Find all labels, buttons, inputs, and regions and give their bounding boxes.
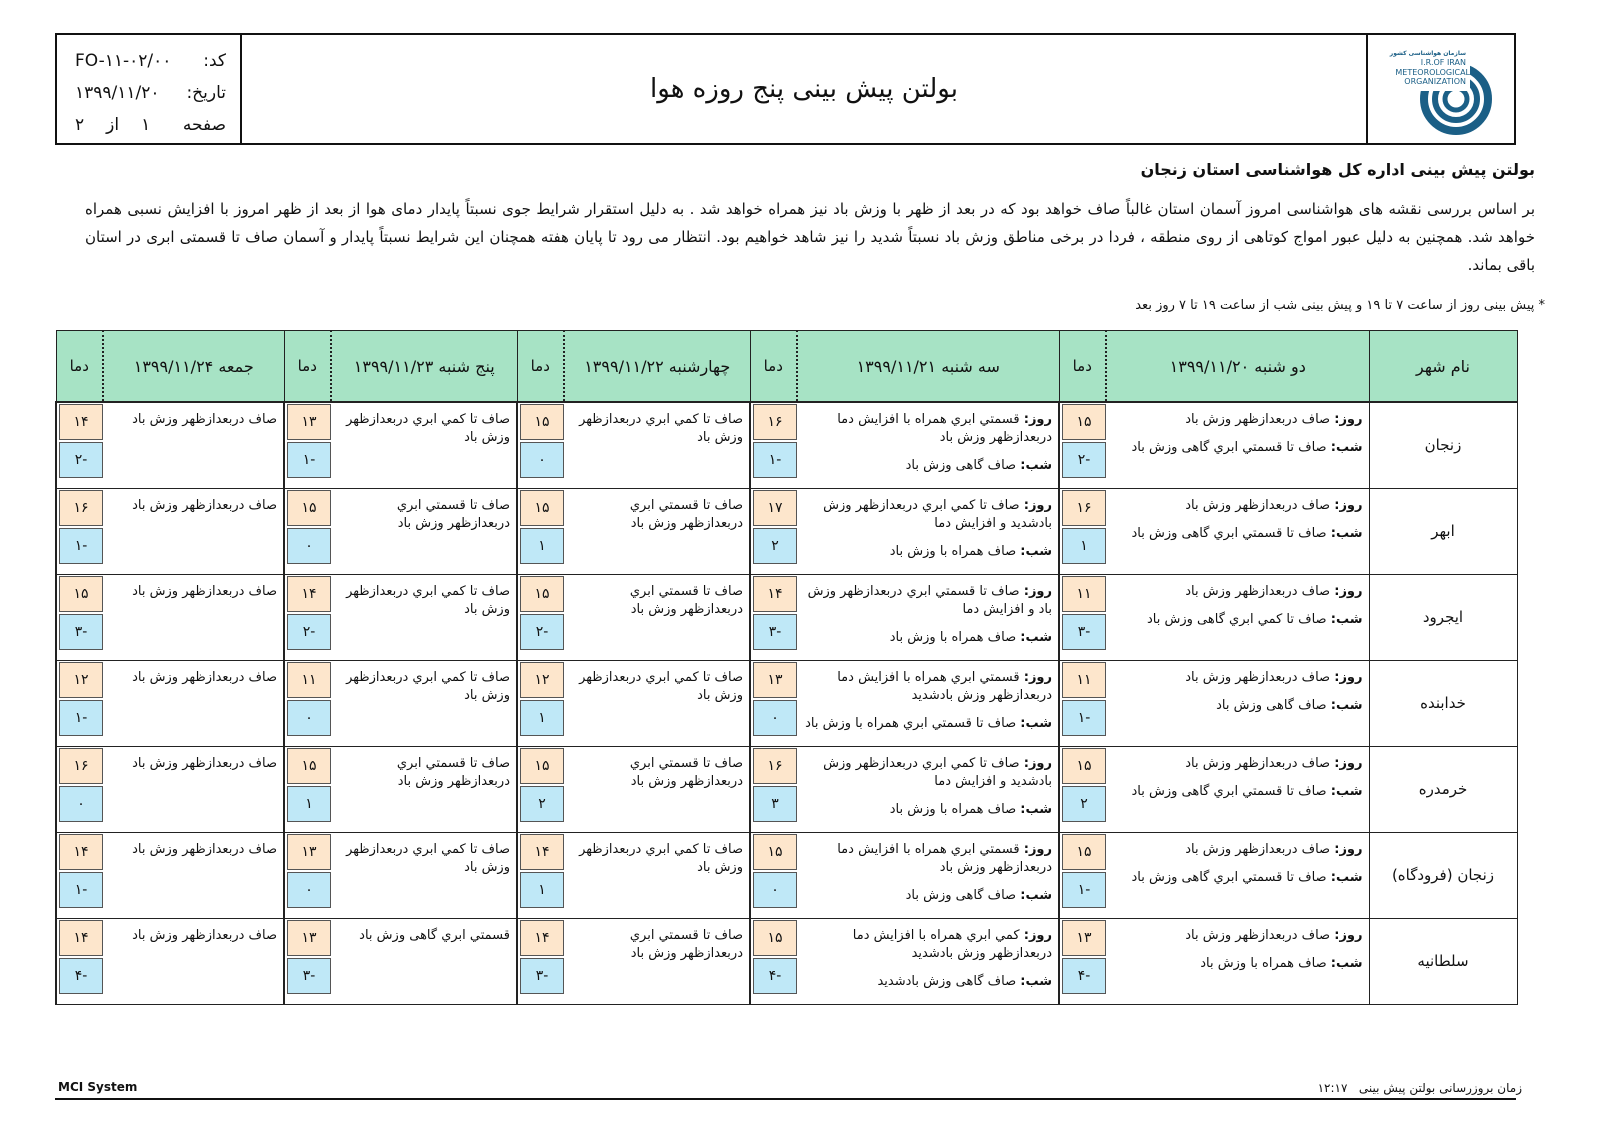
day-header-1: دو شنبه ۱۳۹۹/۱۱/۲۰ [1106,331,1369,403]
svg-text:I.R.OF IRAN: I.R.OF IRAN [1420,58,1466,67]
temperature-cell [284,488,331,574]
forecast-time-note: * پیش بینی روز از ساعت ۷ تا ۱۹ و پیش بینی شب از ساعت ۱۹ تا ۷ روز بعد [1135,298,1545,313]
page-of: از [106,115,120,135]
city-name: زنجان (فرودگاه) [1369,832,1517,918]
min-temperature: -۴ [753,958,797,994]
day-forecast [801,583,1052,619]
min-temperature: ۲ [1062,786,1106,822]
night-label: شب: [1330,697,1363,713]
min-temperature: -۳ [287,958,331,994]
max-temperature: ۱۴ [59,834,103,870]
night-label: شب: [1020,458,1052,473]
forecast-description [564,746,750,832]
night-forecast-text: صاف تا كمي ابري گاهی وزش باد [1147,611,1327,627]
min-temperature: -۱ [59,700,103,736]
night-forecast-text: صاف تا قسمتي ابري گاهی وزش باد [1131,783,1327,799]
max-temperature: ۱۶ [59,490,103,526]
night-label: شب: [1330,869,1363,885]
day-label: روز: [1334,841,1363,857]
forecast-description [103,402,284,488]
page-row [75,109,226,141]
forecast-description [1106,488,1369,574]
max-temperature: ۱۵ [1062,404,1106,440]
min-temperature: ۰ [753,700,797,736]
max-temperature: ۱۵ [287,748,331,784]
night-forecast [801,629,1052,647]
temperature-cell [1059,746,1106,832]
temperature-cell [1059,660,1106,746]
night-label: شب: [1330,955,1363,971]
max-temperature: ۱۶ [753,748,797,784]
forecast-text: صاف تا قسمتي ابري دربعدازظهر وزش باد [396,497,510,531]
temperature-cell [56,488,103,574]
max-temperature: ۱۱ [287,662,331,698]
temperature-cell [750,574,797,660]
max-temperature: ۱۵ [59,576,103,612]
forecast-description [797,746,1059,832]
city-name: سلطانيه [1369,918,1517,1004]
min-temperature: -۱ [287,442,331,478]
forecast-description [797,918,1059,1004]
max-temperature: ۱۳ [287,404,331,440]
day-label: روز: [1023,583,1052,599]
forecast-description [564,660,750,746]
forecast-text: صاف تا قسمتي ابري دربعدازظهر وزش باد [396,755,510,789]
max-temperature: ۱۴ [520,920,564,956]
forecast-description [331,488,517,574]
temperature-cell [750,488,797,574]
night-forecast [801,973,1052,991]
night-forecast-text: صاف تا قسمتي ابري همراه با وزش باد [805,715,1017,731]
min-temperature: ۱ [1062,528,1106,564]
day-forecast [1110,755,1363,773]
forecast-text: صاف دربعدازظهر وزش باد [132,669,277,685]
city-name: خدابنده [1369,660,1517,746]
page-number: ۱ [141,115,151,135]
day-forecast [1110,927,1363,945]
forecast-text: صاف تا كمي ابري دربعدازظهر وزش باد [346,841,510,875]
night-label: شب: [1020,973,1052,989]
forecast-text: صاف تا قسمتي ابري دربعدازظهر وزش باد [629,497,743,531]
temp-header-2: دما [750,331,797,403]
night-label: شب: [1330,783,1363,799]
max-temperature: ۱۵ [1062,748,1106,784]
temperature-cell [517,660,564,746]
table-row [56,574,1517,660]
table-row [56,402,1517,488]
min-temperature: ۲ [753,528,797,564]
document-meta [57,35,242,143]
min-temperature: ۱ [287,786,331,822]
night-forecast-text: صاف تا قسمتي ابري گاهی وزش باد [1131,525,1327,541]
temperature-cell [517,746,564,832]
temperature-cell [1059,832,1106,918]
page-total: ۲ [75,115,85,135]
day-header-2: سه شنبه ۱۳۹۹/۱۱/۲۱ [797,331,1059,403]
forecast-text: صاف دربعدازظهر وزش باد [132,755,277,771]
day-label: روز: [1334,669,1363,685]
forecast-description [1106,746,1369,832]
night-forecast [801,543,1052,561]
day-forecast [801,755,1052,791]
night-forecast-text: صاف گاهی وزش باد [1216,697,1327,713]
forecast-text: صاف دربعدازظهر وزش باد [132,497,277,513]
day-forecast [801,841,1052,877]
city-name: خرمدره [1369,746,1517,832]
date-row [75,77,226,109]
max-temperature: ۱۵ [520,404,564,440]
system-name: MCI System [58,1080,138,1094]
forecast-description [331,832,517,918]
night-forecast [1110,869,1363,887]
night-forecast [1110,611,1363,629]
forecast-text: صاف تا كمي ابري دربعدازظهر وزش باد [346,669,510,703]
forecast-text: صاف تا قسمتي ابري دربعدازظهر وزش باد [629,583,743,617]
night-forecast [1110,783,1363,801]
document-header [55,33,1516,145]
day-forecast [1110,583,1363,601]
forecast-description [103,488,284,574]
date-label: تاریخ: [186,83,226,103]
forecast-text: صاف دربعدازظهر وزش باد [132,841,277,857]
day-label: روز: [1023,927,1052,943]
day-forecast-text: صاف تا كمي ابري دربعدازظهر وزش بادشديد و افزايش دما [823,755,1052,789]
day-forecast-text: قسمتي ابري همراه با افزايش دما دربعدازظهر وزش باد [837,841,1052,875]
forecast-description [103,746,284,832]
night-label: شب: [1020,801,1052,817]
table-row [56,832,1517,918]
city-name: ایجرود [1369,574,1517,660]
min-temperature: ۱ [520,700,564,736]
forecast-description [564,402,750,488]
day-header-4: پنج شنبه ۱۳۹۹/۱۱/۲۳ [331,331,517,403]
temperature-cell [56,918,103,1004]
forecast-description [564,918,750,1004]
temperature-cell [1059,488,1106,574]
min-temperature: -۳ [753,614,797,650]
temperature-cell [517,918,564,1004]
night-forecast-text: صاف گاهی وزش باد [905,458,1017,473]
temperature-cell [750,402,797,488]
night-label: شب: [1020,715,1052,731]
day-forecast-text: صاف دربعدازظهر وزش باد [1185,841,1331,857]
temperature-cell [517,488,564,574]
forecast-description [103,574,284,660]
day-header-3: چهارشنبه ۱۳۹۹/۱۱/۲۲ [564,331,750,403]
min-temperature: ۳ [753,786,797,822]
forecast-text: قسمتي ابري گاهی وزش باد [359,927,510,943]
day-label: روز: [1334,497,1363,513]
temperature-cell [56,574,103,660]
max-temperature: ۱۴ [753,576,797,612]
forecast-table [55,330,1518,1005]
day-label: روز: [1023,497,1052,513]
city-column-header: نام شهر [1369,331,1517,403]
table-row [56,660,1517,746]
min-temperature: ۱ [520,872,564,908]
day-forecast [1110,497,1363,515]
temperature-cell [284,574,331,660]
city-name: زنجان [1369,402,1517,488]
max-temperature: ۱۳ [287,920,331,956]
forecast-text: صاف تا كمي ابري دربعدازظهر وزش باد [346,412,510,445]
page-label: صفحه [182,115,226,135]
svg-text:ORGANIZATION: ORGANIZATION [1403,77,1466,86]
night-forecast-text: صاف همراه با وزش باد [1200,955,1327,971]
min-temperature: -۲ [1062,442,1106,478]
max-temperature: ۱۵ [753,834,797,870]
city-name: ابهر [1369,488,1517,574]
temp-header-5: دما [56,331,103,403]
temperature-cell [750,746,797,832]
forecast-description [331,746,517,832]
temperature-cell [750,918,797,1004]
temperature-cell [284,660,331,746]
min-temperature: -۱ [1062,700,1106,736]
max-temperature: ۱۵ [753,920,797,956]
min-temperature: ۱ [520,528,564,564]
night-forecast [1110,525,1363,543]
temperature-cell [750,660,797,746]
day-forecast [801,927,1052,963]
night-forecast-text: صاف تا قسمتي ابري گاهی وزش باد [1131,440,1327,455]
temp-header-3: دما [517,331,564,403]
day-forecast-text: صاف دربعدازظهر وزش باد [1185,669,1331,685]
max-temperature: ۱۶ [753,404,797,440]
night-forecast-text: صاف همراه با وزش باد [889,801,1017,817]
night-forecast [1110,697,1363,715]
max-temperature: ۱۳ [1062,920,1106,956]
day-forecast-text: صاف دربعدازظهر وزش باد [1185,755,1331,771]
temperature-cell [284,402,331,488]
table-row [56,746,1517,832]
update-label: زمان بروزرسانی بولتن پیش بینی [1358,1081,1522,1095]
max-temperature: ۱۵ [520,748,564,784]
temperature-cell [750,832,797,918]
day-forecast-text: صاف دربعدازظهر وزش باد [1185,412,1331,427]
forecast-description [564,574,750,660]
day-forecast-text: صاف دربعدازظهر وزش باد [1185,927,1331,943]
night-label: شب: [1020,629,1052,645]
min-temperature: -۲ [59,442,103,478]
min-temperature: -۳ [520,958,564,994]
temperature-cell [56,660,103,746]
forecast-description [103,918,284,1004]
bulletin-title: بولتن پیش بینی اداره کل هواشناسی استان زنجان [1140,160,1535,179]
min-temperature: -۳ [59,614,103,650]
min-temperature: -۱ [1062,872,1106,908]
update-value: ۱۲:۱۷ [1317,1081,1348,1095]
day-label: روز: [1023,841,1052,857]
min-temperature: ۰ [287,700,331,736]
max-temperature: ۱۱ [1062,662,1106,698]
day-forecast [1110,669,1363,687]
night-label: شب: [1330,611,1363,627]
forecast-description [797,574,1059,660]
min-temperature: -۱ [59,872,103,908]
day-label: روز: [1023,669,1052,685]
forecast-description [103,832,284,918]
forecast-text: صاف تا كمي ابري دربعدازظهر وزش باد [579,412,743,445]
forecast-text: صاف دربعدازظهر وزش باد [132,412,277,427]
night-forecast [1110,439,1363,457]
svg-text:METEOROLOGICAL: METEOROLOGICAL [1394,68,1470,77]
forecast-description [331,402,517,488]
forecast-description [797,402,1059,488]
day-label: روز: [1334,412,1363,427]
forecast-description [1106,574,1369,660]
forecast-description [331,660,517,746]
svg-text:سازمان هواشناسی کشور: سازمان هواشناسی کشور [1389,50,1466,57]
day-forecast-text: صاف تا قسمتي ابري دربعدازظهر وزش باد و افزايش دما [807,583,1052,617]
meteorological-organization-logo [1366,35,1514,143]
code-value: FO-۱۱-۰۲/۰۰ [75,51,172,71]
min-temperature: ۰ [520,442,564,478]
day-label: روز: [1334,755,1363,771]
date-value: ۱۳۹۹/۱۱/۲۰ [75,83,160,103]
temperature-cell [517,402,564,488]
forecast-description [103,660,284,746]
max-temperature: ۱۴ [287,576,331,612]
forecast-text: صاف تا قسمتي ابري دربعدازظهر وزش باد [629,755,743,789]
day-header-5: جمعه ۱۳۹۹/۱۱/۲۴ [103,331,284,403]
forecast-description [331,918,517,1004]
forecast-description [797,832,1059,918]
min-temperature: -۲ [520,614,564,650]
night-forecast [801,457,1052,475]
temperature-cell [1059,918,1106,1004]
min-temperature: -۳ [1062,614,1106,650]
max-temperature: ۱۵ [520,576,564,612]
night-label: شب: [1020,887,1052,903]
day-forecast [1110,841,1363,859]
day-forecast-text: صاف تا كمي ابري دربعدازظهر وزش بادشديد و افزايش دما [823,497,1052,531]
min-temperature: -۴ [59,958,103,994]
day-forecast [801,411,1052,447]
forecast-description [564,832,750,918]
min-temperature: ۰ [59,786,103,822]
night-forecast-text: صاف همراه با وزش باد [889,629,1017,645]
table-row [56,918,1517,1004]
day-forecast [801,669,1052,705]
table-row [56,488,1517,574]
bulletin-body: بر اساس بررسی نقشه های هواشناسی امروز آسمان استان غالباً صاف خواهد بود که در بعد از ظهر با وزش باد نیز همراه خواهد شد . به دلیل استقرار شرایط جوی نسبتاً پایدار دمای هوا از بعد از ظهر امروز با افزایش نسبی همراه خواهد شد. همچنین به دلیل عبور امواج کوتاهی از روی منطقه ، فردا در برخی مناطق وزش باد نسبتاً شدید را نیز شاهد خواهیم بود. انتظار می رود تا پایان هفته همچنان این شرایط نسبتاً پایدار و آسمان صاف تا قسمتی ابری در استان باقی بماند. [85,200,1535,274]
forecast-description [331,574,517,660]
night-forecast [801,801,1052,819]
day-forecast-text: كمي ابري همراه با افزايش دما دربعدازظهر وزش بادشديد [852,927,1052,961]
forecast-text: صاف دربعدازظهر وزش باد [132,927,277,943]
forecast-text: صاف تا كمي ابري دربعدازظهر وزش باد [346,583,510,617]
max-temperature: ۱۳ [753,662,797,698]
min-temperature: -۲ [287,614,331,650]
code-label: کد: [203,51,226,71]
day-label: روز: [1023,755,1052,771]
min-temperature: -۴ [1062,958,1106,994]
night-label: شب: [1330,440,1363,455]
temp-header-4: دما [284,331,331,403]
max-temperature: ۱۲ [59,662,103,698]
forecast-text: صاف تا كمي ابري دربعدازظهر وزش باد [579,669,743,703]
night-forecast [801,715,1052,733]
update-time [1318,1081,1522,1095]
max-temperature: ۱۴ [59,920,103,956]
day-forecast-text: صاف دربعدازظهر وزش باد [1185,497,1331,513]
max-temperature: ۱۴ [520,834,564,870]
max-temperature: ۱۶ [59,748,103,784]
night-forecast-text: صاف گاهی وزش بادشديد [877,973,1017,989]
forecast-description [797,660,1059,746]
day-forecast-text: قسمتي ابري همراه با افزايش دما دربعدازظهر وزش باد [837,412,1052,445]
night-label: شب: [1330,525,1363,541]
temperature-cell [284,918,331,1004]
max-temperature: ۱۶ [1062,490,1106,526]
temperature-cell [56,746,103,832]
code-row [75,45,226,77]
night-forecast-text: صاف تا قسمتي ابري گاهی وزش باد [1131,869,1327,885]
temperature-cell [56,402,103,488]
day-label: روز: [1334,583,1363,599]
forecast-description [1106,660,1369,746]
night-forecast-text: صاف گاهی وزش باد [905,887,1017,903]
max-temperature: ۱۳ [287,834,331,870]
temp-header-1: دما [1059,331,1106,403]
day-label: روز: [1334,927,1363,943]
forecast-description [564,488,750,574]
forecast-text: صاف تا قسمتي ابري دربعدازظهر وزش باد [629,927,743,961]
day-forecast [801,497,1052,533]
temperature-cell [56,832,103,918]
day-label: روز: [1023,412,1052,427]
max-temperature: ۱۵ [1062,834,1106,870]
min-temperature: ۰ [287,528,331,564]
forecast-description [1106,402,1369,488]
document-title: بولتن پیش بینی پنج روزه هوا [650,74,958,104]
day-forecast [1110,411,1363,429]
temperature-cell [284,832,331,918]
min-temperature: -۱ [59,528,103,564]
night-forecast [801,887,1052,905]
temperature-cell [1059,402,1106,488]
day-forecast-text: قسمتي ابري همراه با افزايش دما دربعدازظهر وزش بادشديد [837,669,1052,703]
min-temperature: ۰ [753,872,797,908]
night-forecast [1110,955,1363,973]
forecast-description [797,488,1059,574]
temperature-cell [517,574,564,660]
max-temperature: ۱۱ [1062,576,1106,612]
temperature-cell [517,832,564,918]
forecast-text: صاف تا كمي ابري دربعدازظهر وزش باد [579,841,743,875]
min-temperature: ۲ [520,786,564,822]
max-temperature: ۱۵ [520,490,564,526]
forecast-text: صاف دربعدازظهر وزش باد [132,583,277,599]
max-temperature: ۱۵ [287,490,331,526]
temperature-cell [1059,574,1106,660]
min-temperature: -۱ [753,442,797,478]
night-label: شب: [1020,543,1052,559]
day-forecast-text: صاف دربعدازظهر وزش باد [1185,583,1331,599]
max-temperature: ۱۷ [753,490,797,526]
night-forecast-text: صاف همراه با وزش باد [889,543,1017,559]
forecast-description [1106,918,1369,1004]
max-temperature: ۱۲ [520,662,564,698]
min-temperature: ۰ [287,872,331,908]
temperature-cell [284,746,331,832]
table-header-row [56,331,1517,403]
footer-divider [55,1098,1516,1100]
max-temperature: ۱۴ [59,404,103,440]
forecast-description [1106,832,1369,918]
